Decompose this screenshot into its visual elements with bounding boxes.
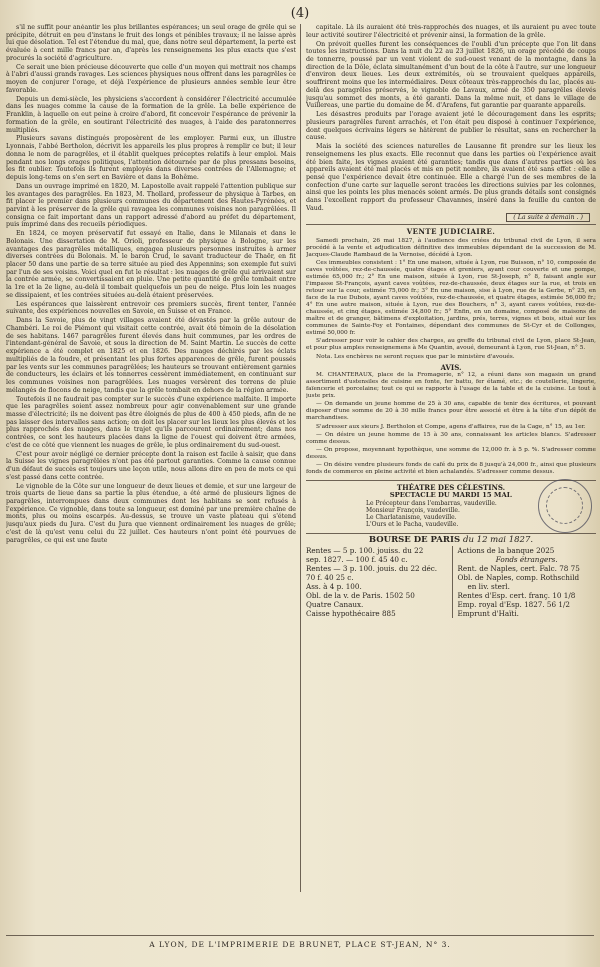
right-column (306, 24, 596, 894)
article-paragraph: Plusieurs savans distingués proposèrent de les employer. Parmi eux, un illustre Lyonnais, l'abbé Bertholon, décrivit les appareils les plus propres à remplir ce but; il leur donna le nom de paragrêles, et il établit quelques préceptes relatifs à leur emploi. Mais pendant nos longs orages politiques, l'attention détournée par de plus pressans besoins, les fit oublier. Toutefois ils furent employés dans diverses contrées de l'Allemagne; et depuis long-tems on s'en sert en Bavière et dans la Bohême. (6, 135, 296, 181)
bourse-date: du 12 mai 1827. (463, 534, 534, 545)
playbill-item: L'Ours et le Pacha, vaudeville. (366, 520, 459, 528)
article-paragraph: Depuis un demi-siècle, les physiciens s'accordent à considérer l'électricité accumulée dans les nuages comme la cause de la formation de la grêle. La belle expérience de Franklin, à laquelle on eut peine à croire d'abord, fit concevoir l'espérance de prévenir la formation de la grêle, en soutirant l'électricité des nuages, à l'aide des paratonnerres multipliés. (6, 95, 296, 134)
vente-paragraph: Ces immeubles consistent : 1° En une maison, située à Lyon, rue Buisson, n° 10, composée de caves voûtées, rez-de-chaussée, quatre étages et greniers, ayant cour couverte et une pompe, estimée 65,000 fr.; 2° En une maison, située à Lyon, rue St-Joseph, n° 8, faisant angle sur l'impasse St-François, ayant caves voûtées, rez-de-chaussée, deux étages sur la rue, et trois en retour sur la cour, estimée 75,000 fr.; 3° En une maison, sise à Lyon, rue de la Gerbe, n° 25, en face de la rue Dubois, ayant caves voûtées, rez-de-chaussée, et quatre étages, estimée 56,000 fr.; 4° En une autre maison, située à Lyon, rue des Bouchers, n° 3, ayant caves voûtées, rez-de-chaussée, et cinq étages, estimée 34,800 fr.; 5° Enfin, en un domaine, composé de maisons de maître et de granger, bâtimens d'exploitation, jardins, prés, terres, vignes et bois, situé sur les communes de Sainte-Foy et Fontaines, dépendant des communes de St-Cyr et de Collonges, estimé 50,000 fr. (306, 260, 596, 337)
bourse-line: Rentes — 5 p. 100. jouiss. du 22 (306, 546, 424, 556)
article-paragraph: Ce serait une bien précieuse découverte que celle d'un moyen qui mettrait nos champs à l'abri d'aussi grands ravages. Les sciences physiques nous offrent dans les paragrêles ce moyen de conjurer l'orage, et déjà l'expérience de plusieurs années semble leur être favorable. (6, 63, 296, 94)
bourse-line: Ass. à 4 p. 100. (306, 582, 362, 592)
bourse-line: Fonds étrangers. (495, 555, 558, 565)
bourse-line: Rentes — 3 p. 100. jouis. du 22 déc. (306, 564, 438, 574)
article-paragraph: Les espérances que laissèrent entrevoir ces premiers succès, firent tenter, l'année suivante, des expériences nouvelles en Savoie, en Suisse et en France. (6, 300, 296, 316)
avis-paragraph: — On désire vendre plusieurs fonds de café du prix de 8 jusqu'à 24,000 fr., ainsi que plusieurs fonds de commerce en pleine activité et bien achalandés. S'adresser comme dessus. (306, 462, 596, 476)
bourse-right-column (453, 546, 596, 618)
vente-paragraph: Samedi prochain, 26 mai 1827, à l'audience des criées du tribunal civil de Lyon, il sera procédé à la vente et adjudication définitive des immeubles dépendant de la succession de M. Jacques-Claude Rambaud de la Vernoise, décédé à Lyon. (306, 238, 596, 259)
vente-paragraph: S'adresser pour voir le cahier des charges, au greffe du tribunal civil de Lyon, place St-Jean, et pour plus amples renseignemens à Me Quantin, avoué, demeurant à Lyon, rue St-Jean, n° 5. (306, 338, 596, 352)
avis-paragraph: M. CHANTERAUX, place de la Fromagerie, n° 12, a réuni dans son magasin un grand assortiment d'ustensiles de cuisine en fonte, fer battu, fer étamé, etc.; de coutellerie, lingerie, faïencerie et porcelaine; tout ce qui se rapporte à l'usage de la table et de la cuisine. Le tout à juste prix. (306, 372, 596, 400)
article-paragraph: On prévoit quelles furent les conséquences de l'oubli d'un précepte que l'on lit dans toutes les instructions. Dans la nuit du 22 au 23 juillet 1826, un orage précédé de coups de tonnerre, poussé par un vent violent de sud-ouest venant de la montagne, dans la direction de la Dôle, éclata simultanément d'un bout de la côte à l'autre, sur une longueur d'environ deux lieues. Les deux extrémités, où se trouvaient quelques appareils, souffrirent moins que les intermédiaires. Deux côteaux très-rapprochés du lac, placés au-delà des paragrêles préservés, le vignoble de Lavaux, armé de 350 paragrêles élevés jusqu'au sommet des monts, a été garanti. Dans la même nuit, et dans le village de Vuillereas, une partie du domaine de M. d'Arafens, fut garantie par quarante appareils. (306, 40, 596, 110)
left-column (6, 24, 296, 894)
vente-title: VENTE JUDICIAIRE. (306, 224, 596, 236)
avis-paragraph: — On demande un jeune homme de 25 à 30 ans, capable de tenir des écritures, et pouvant disposer d'une somme de 20 à 30 mille francs pour être associé et être à la tête d'un dépôt de marchandises. (306, 401, 596, 422)
vente-note: Nota. Les enchères ne seront reçues que par le ministère d'avoués. (316, 353, 515, 360)
printer-imprint: A LYON, DE L'IMPRIMERIE DE BRUNET, PLACE ST-JEAN, N° 3. (149, 940, 451, 949)
vente-section (306, 238, 596, 361)
column-divider (300, 24, 301, 892)
theatre-subtitle: SPECTACLE DU MARDI 15 MAI. (389, 490, 513, 499)
bourse-line: Emprunt d'Haïti. (457, 609, 519, 619)
article-paragraph: C'est pour avoir négligé ce dernier précepte dont la raison est facile à saisir, que dans la Suisse les vignes paragrêlées n'ont pas été partout garanties. Comme la cause connue d'un défaut de succès est toujours une leçon utile, nous allons dire en peu de mots ce qui s'est passé dans cette contrée. (6, 450, 296, 481)
bourse-line: 70 f. 40 25 c. (306, 573, 354, 583)
bourse-line: sep. 1827. — 100 f. 45 40 c. (306, 555, 408, 565)
bourse-line: Emp. royal d'Esp. 1827. 56 1/2 (457, 600, 570, 610)
playbill-item: Le Précepteur dans l'embarras, vaudeville. (366, 499, 497, 507)
playbill-item: Le Charlatanisme, vaudeville. (366, 513, 457, 521)
article-paragraph: Le vignoble de la Côte sur une longueur de deux lieues et demie, et sur une largeur de trois quarts de lieue dans sa partie la plus étendue, a été armé de plusieurs lignes de paragrêles, interrompues dans deux communes dont les habitans se sont refusés à l'expérience. Ce vignoble, dans toute sa longueur, est dominé par une première chaîne de monts, plus ou moins escarpés. Au-dessus, se trouve un vaste plateau qui s'étend jusqu'aux pieds du Jura. C'est du Jura que viennent ordinairement les nuages de grêle; c'est de là qu'est venu celui du 22 juillet. Ces hauteurs n'ont point été pourvues de paragrêles, ce qui est une faute (6, 482, 296, 544)
bourse-line: Obl. de Naples, comp. Rothschild (457, 573, 580, 583)
article-paragraph: Les désastres produits par l'orage avaient jeté le découragement dans les esprits; plusieurs paragrêles furent arrachés, et l'on était peu disposé à continuer l'expérience, dont quelques écrivains légers se hâtèrent de publier le résultat, sans en rechercher la cause. (306, 111, 596, 142)
article-paragraph: Dans un ouvrage imprimé en 1820, M. Lapostolle avait rappelé l'attention publique sur les avantages des paragrêles. En 1823, M. Thollard, professeur de physique à Tarbes, en fit placer le premier dans plusieurs communes du département des Hautes-Pyrénées, et parvint à les préserver de la grêle qui ravagea les communes voisines non paragrêlées. Il consigna ce fait important dans un rapport adressé d'abord au préfet du département, puis imprimé dans des recueils périodiques. (6, 182, 296, 229)
theatre-section (306, 480, 596, 527)
library-stamp (538, 479, 592, 533)
avis-paragraph: — On propose, moyennant hypothèque, une somme de 12,000 fr. à 5 p. %. S'adresser comme dessus. (306, 447, 596, 461)
article-paragraph: Dans la Savoie, plus de vingt villages avaient été dévastés par la grêle autour de Chambéri. Le roi de Piémont qui visitait cette contrée, avait été témoin de la désolation de ses habitans. 1467 paragrêles furent élevés dans huit communes, par les ordres de l'intendant-général de Savoie, et sous la direction de M. Saint Martin. Le succès de cette expérience a été complet en 1825 et en 1826. Des nuages déchirés par les éclats multipliés de la foudre, et présentant les plus fortes apparences de grêle, furent poussés par les vents sur les communes paragrêlées; les hauteurs se trouvant entièrement garnies de conducteurs, les éclairs et les tonnerres cessèrent immédiatement, en continuant sur les communes voisines non paragrêlées. Les nuages versèrent des torrens de pluie mélangés de flocons de neige, tandis que la grêle tombait en dehors de la région armée. (6, 317, 296, 394)
bourse-line: Caisse hypothécaire 885 (306, 609, 396, 619)
theatre-title: THÉATRE DES CÉLESTINS. (396, 483, 506, 493)
bourse-left-column (306, 546, 453, 618)
article-paragraph: Toutefois il ne faudrait pas compter sur le succès d'une expérience malfaite. Il importe que les paragrêles soient assez nombreux pour agir convenablement sur une grande masse d'électricité; ils ne doivent pas être éloignés de plus de 400 à 450 pieds, afin de ne pas laisser des intervalles sans action; on doit les placer sur les lieux les plus élevés et les plus rapprochés des nuages, dans le trajet qu'ils parcourent ordinairement; dans nos contrées, ce sont les hauteurs placées dans la ligne de l'ouest qui doivent être armées, c'est de ce côté que viennent les nuages de grêle, le plus ordinairement du sud-ouest. (6, 395, 296, 449)
avis-paragraph: S'adresser aux sieurs J. Bertholon et Compe, agens d'affaires, rue de la Cage, n° 15, au 1er. (316, 423, 586, 430)
article-paragraph: capitale. Là ils auraient été très-rapprochés des nuages, et ils auraient pu avec toute leur activité soutirer l'électricité et prévenir ainsi, la formation de la grêle. (306, 24, 596, 39)
bourse-title: BOURSE DE PARIS du 12 mai 1827. (306, 533, 596, 545)
bourse-line: Rent. de Naples, cert. Falc. 78 75 (457, 564, 580, 574)
avis-section (306, 372, 596, 476)
footer-rule (6, 935, 594, 936)
bourse-line: Actions de la banque 2025 (457, 546, 555, 556)
article-continuation-note: ( La suite à demain . ) (306, 214, 590, 222)
avis-title: AVIS. (440, 362, 462, 372)
bourse-line: en liv. sterl. (467, 582, 510, 592)
bourse-table (306, 546, 596, 618)
bourse-line: Quatre Canaux. (306, 600, 364, 610)
bourse-line: Obl. de la v. de Paris. 1502 50 (306, 591, 415, 601)
playbill-item: Monsieur François, vaudeville. (366, 506, 460, 514)
article-paragraph: En 1824, ce moyen préservatif fut essayé en Italie, dans le Milanais et dans le Bolonais. Une dissertation de M. Orioli, professeur de physique à Bologne, sur les avantages des paragrêles métalliques, engagea plusieurs personnes instruites à armer diverses contrées du Bolonais. M. le baron Crud, le savant traducteur de Thaër, en fit placer 50 dans une partie de sa terre située au pied des Appennins; son exemple fut suivi par l'un de ses voisins. Voici quel en fut le résultat : les nuages de grêle qui arrivaient sur la contrée armée, se convertissaient en pluie. Une petite quantité de grêle tombait entre la 1re et la 2e ligne, au-delà il tombait quelquefois un peu de neige. Plus loin les nuages se dissipaient, et les contrées situées au-delà étaient préservées. (6, 230, 296, 299)
article-paragraph: s'il ne suffit pour anéantir les plus brillantes espérances; un seul orage de grêle qui se précipite, détruit en peu d'instans le fruit des longs et pénibles travaux; il ne laisse après lui que désolation. Tel est l'étendue du mal, que, dans notre seul département, la perte est évaluée à cent mille francs par an, d'après les renseignemens les plus exacts que s'est procurés la société d'agriculture. (6, 24, 296, 62)
page-number: (4) (290, 6, 310, 21)
avis-paragraph: — On désire un jeune homme de 15 à 30 ans, connaissant les articles blancs. S'adresser comme dessus. (306, 431, 596, 445)
bourse-line: Rentes d'Esp. cert. franç. 10 1/8 (457, 591, 576, 601)
article-paragraph: Mais la société des sciences naturelles de Lausanne fit prendre sur les lieux les renseignemens les plus exacts. Elle reconnut que dans les parties où l'expérience avait été bien faite, les vignes avaient été garanties; tandis que dans d'autres parties où les appareils avaient été mal placés et mis en petit nombre, ils avaient été sans effet : elle a pensé que l'expérience devait être continuée. Elle a chargé l'un de ses membres de la confection d'une carte sur laquelle seront tracées les directions suivies par les colonnes, ainsi que les points les plus menacés soient armés. De plus grands détails sont consignés dans l'excellent rapport du professeur Chavannes, inséré dans la feuille du canton de Vaud. (306, 143, 596, 212)
